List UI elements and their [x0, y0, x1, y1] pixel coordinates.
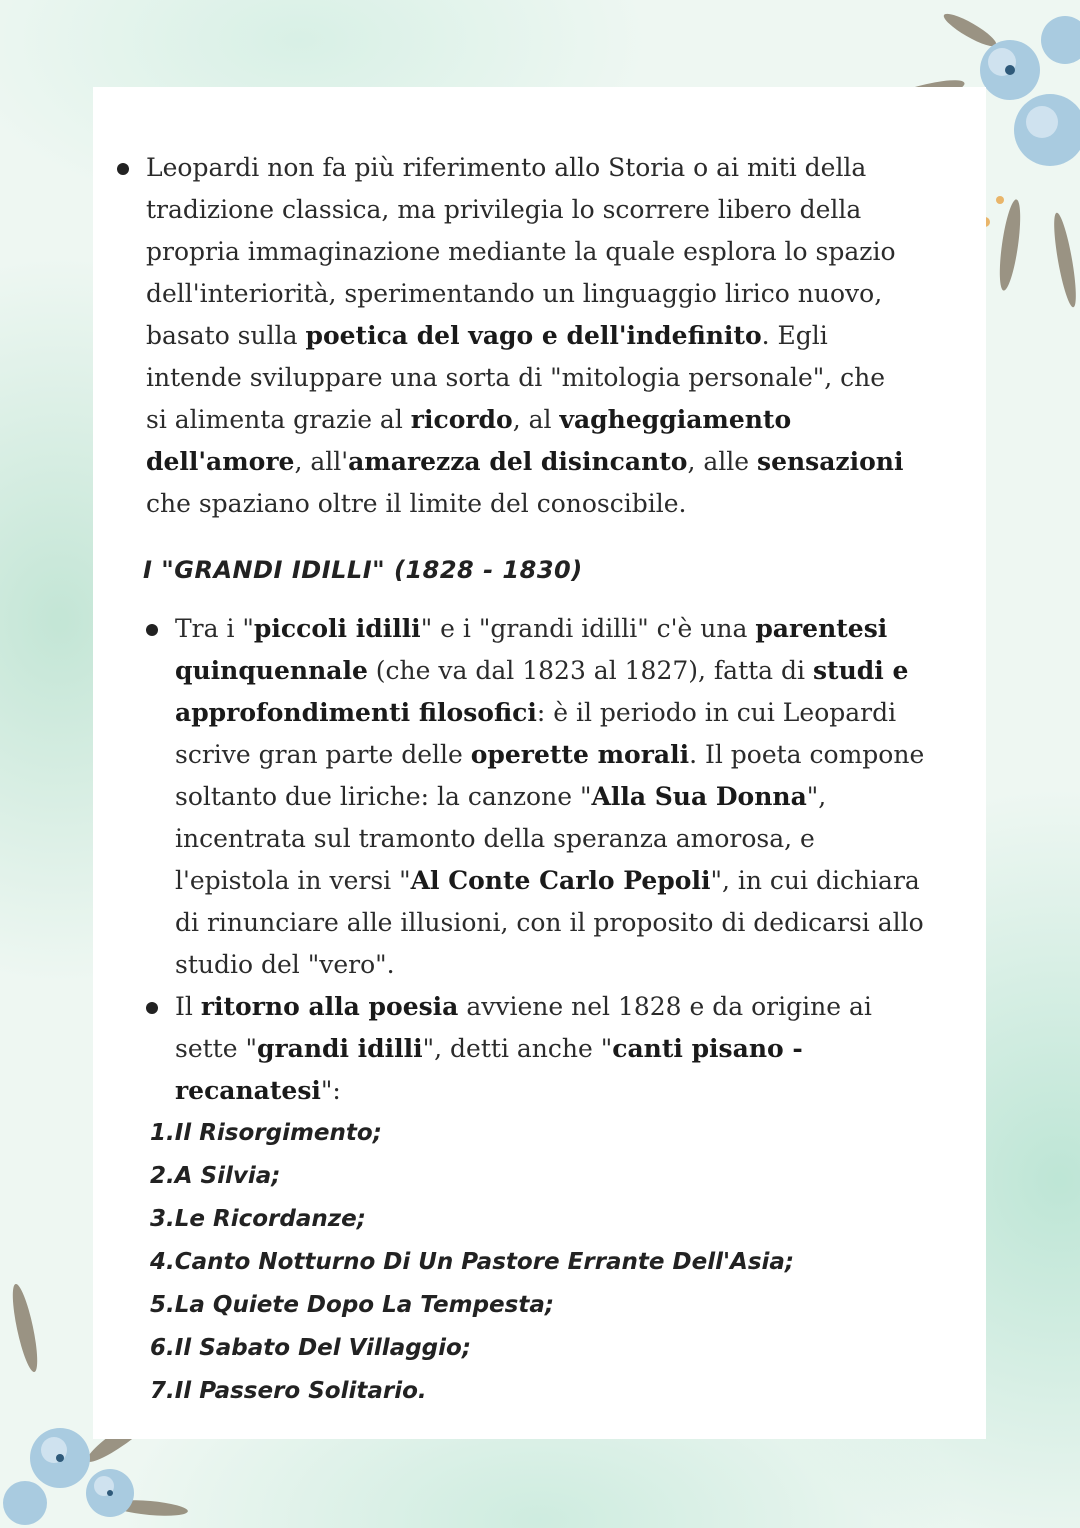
bullet-icon — [117, 163, 129, 175]
list-item: 3.Le Ricordanze; — [150, 1206, 366, 1232]
bullet-paragraph-1: Tra i "piccoli idilli" e i "grandi idilli" c'è una parentesi quinquennale (che va dal 1823 al 1827), fatta di studi e approfondimenti filosofici: è il periodo in cui Leopardi scrive gran parte delle operette morali. Il poeta compone soltanto due liriche: la canzone "Alla Sua Donna", incentrata sul tramonto della speranza amorosa, e l'epistola in versi "Al Conte Carlo Pepoli", in cui dichiara di rinunciare alle illusioni, con il proposito di dedicarsi allo studio del "vero". — [175, 614, 925, 979]
bullet-icon — [146, 624, 158, 636]
list-item: 5.La Quiete Dopo La Tempesta; — [150, 1292, 555, 1318]
bullet-icon — [146, 1002, 158, 1014]
poems-list — [150, 1112, 794, 1413]
section-heading: I "GRANDI IDILLI" (1828 - 1830) — [143, 556, 583, 584]
list-item: 2.A Silvia; — [150, 1163, 281, 1189]
list-item: 7.Il Passero Solitario. — [150, 1378, 427, 1404]
list-item: 4.Canto Notturno Di Un Pastore Errante Dell'Asia; — [150, 1249, 795, 1275]
list-item: 1.Il Risorgimento; — [150, 1120, 382, 1146]
list-item: 6.Il Sabato Del Villaggio; — [150, 1335, 472, 1361]
intro-paragraph: Leopardi non fa più riferimento allo Storia o ai miti della tradizione classica, ma privilegia lo scorrere libero della propria immaginazione mediante la quale esplora lo spazio dell'interiorità, sperimentando un linguaggio lirico nuovo, basato sulla poetica del vago e dell'indefinito. Egli intende sviluppare una sorta di "mitologia personale", che si alimenta grazie al ricordo, al vagheggiamento dell'amore, all'amarezza del disincanto, alle sensazioni che spaziano oltre il limite del conoscibile. — [146, 153, 904, 518]
bullet-paragraph-2: Il ritorno alla poesia avviene nel 1828 e da origine ai sette "grandi idilli", detti anche "canti pisano - recanatesi": — [175, 992, 872, 1105]
